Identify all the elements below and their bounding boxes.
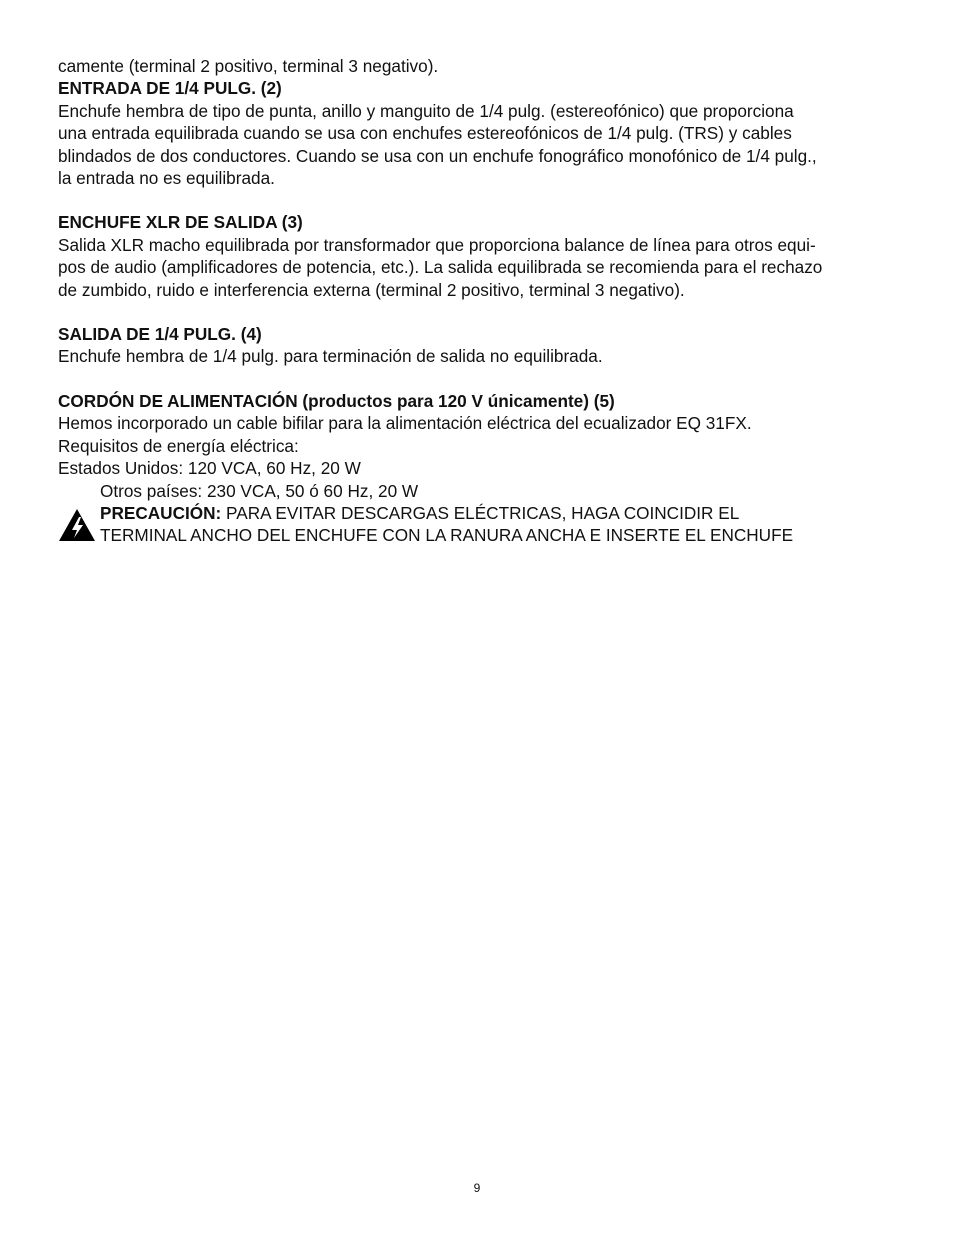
entrada-line: una entrada equilibrada cuando se usa con enchufes estereofónicos de 1/4 pulg. (TRS) y cables <box>58 123 792 144</box>
section-heading-xlr: ENCHUFE XLR DE SALIDA (3) <box>58 212 303 233</box>
section-gap <box>58 301 903 323</box>
caution-line-1 <box>100 502 903 524</box>
xlr-line: Salida XLR macho equilibrada por transformador que proporciona balance de línea para otros equi- <box>58 234 816 255</box>
continuation-text: camente (terminal 2 positivo, terminal 3 negativo). <box>58 56 439 76</box>
caution-text-1: PARA EVITAR DESCARGAS ELÉCTRICAS, HAGA COINCIDIR EL <box>221 502 740 523</box>
section-heading-entrada: ENTRADA DE 1/4 PULG. (2) <box>58 78 282 99</box>
page-number: 9 <box>473 1181 481 1195</box>
entrada-line: Enchufe hembra de tipo de punta, anillo y manguito de 1/4 pulg. (estereofónico) que proporciona <box>58 100 794 121</box>
caution-line-2: TERMINAL ANCHO DEL ENCHUFE CON LA RANURA ANCHA E INSERTE EL ENCHUFE <box>100 525 794 546</box>
cordon-line: Requisitos de energía eléctrica: <box>58 435 299 456</box>
document-page <box>58 55 903 547</box>
cordon-line: Estados Unidos: 120 VCA, 60 Hz, 20 W <box>58 458 361 479</box>
section-gap <box>58 189 903 211</box>
cordon-line: Hemos incorporado un cable bifilar para la alimentación eléctrica del ecualizador EQ 31FX. <box>58 413 752 434</box>
salida-line: Enchufe hembra de 1/4 pulg. para terminación de salida no equilibrada. <box>58 346 603 367</box>
section-heading-salida: SALIDA DE 1/4 PULG. (4) <box>58 324 262 345</box>
electric-shock-warning-icon <box>58 508 96 542</box>
entrada-line: blindados de dos conductores. Cuando se usa con un enchufe fonográfico monofónico de 1/4 pulg., <box>58 145 817 166</box>
xlr-line: pos de audio (amplificadores de potencia, etc.). La salida equilibrada se recomienda para el rechazo <box>58 257 823 278</box>
other-countries-line: Otros países: 230 VCA, 50 ó 60 Hz, 20 W <box>100 480 419 501</box>
section-heading-cordon: CORDÓN DE ALIMENTACIÓN (productos para 120 V únicamente) (5) <box>58 390 615 411</box>
entrada-line: la entrada no es equilibrada. <box>58 168 275 189</box>
section-gap <box>58 368 903 390</box>
caution-block <box>58 480 903 547</box>
xlr-line: de zumbido, ruido e interferencia externa (terminal 2 positivo, terminal 3 negativo). <box>58 279 685 300</box>
caution-label: PRECAUCIÓN: <box>100 502 222 523</box>
